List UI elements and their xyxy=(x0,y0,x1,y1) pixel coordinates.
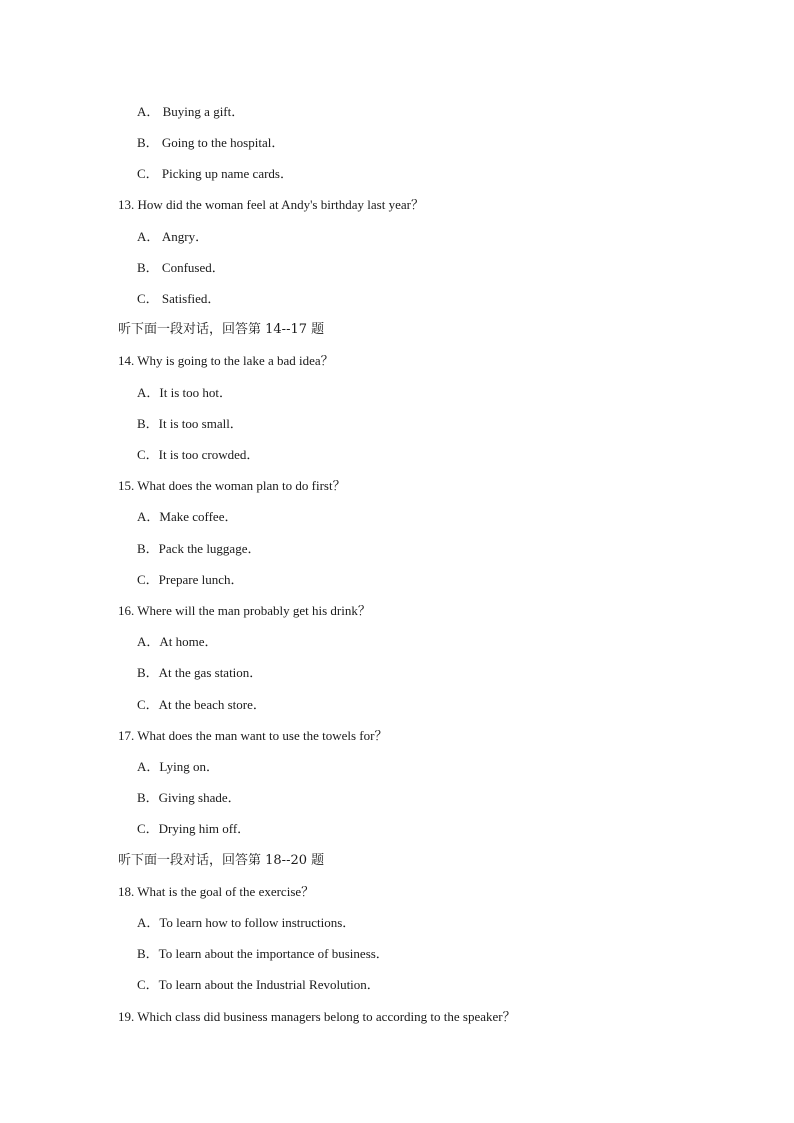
option-12a: A． Buying a gift． xyxy=(137,104,245,119)
question-16: 16. Where will the man probably get his drink？ xyxy=(118,603,371,618)
section-heading-18-20: 听下面一段对话，回答第 18--20 题 xyxy=(118,853,325,868)
question-14: 14. Why is going to the lake a bad idea？ xyxy=(118,353,334,368)
option-14a: A．It is too hot． xyxy=(137,385,232,400)
option-17b: B．Giving shade． xyxy=(137,790,241,805)
question-17: 17. What does the man want to use the towels for？ xyxy=(118,728,388,743)
option-17a: A．Lying on． xyxy=(137,759,219,774)
option-13c: C． Satisfied． xyxy=(137,291,221,306)
option-14c: C．It is too crowded． xyxy=(137,447,260,462)
option-13b: B． Confused． xyxy=(137,260,225,275)
option-16a: A．At home． xyxy=(137,634,218,649)
question-19: 19. Which class did business managers belong to according to the speaker？ xyxy=(118,1009,516,1024)
option-16b: B．At the gas station． xyxy=(137,665,263,680)
option-12c: C． Picking up name cards． xyxy=(137,166,293,181)
option-13a: A． Angry． xyxy=(137,229,209,244)
question-15: 15. What does the woman plan to do first？ xyxy=(118,478,346,493)
option-15b: B．Pack the luggage． xyxy=(137,541,261,556)
option-18c: C．To learn about the Industrial Revolution． xyxy=(137,977,380,992)
question-13: 13. How did the woman feel at Andy's birthday last year？ xyxy=(118,197,424,212)
option-12b: B． Going to the hospital． xyxy=(137,135,285,150)
option-18b: B．To learn about the importance of business． xyxy=(137,946,389,961)
section-heading-14-17: 听下面一段对话，回答第 14--17 题 xyxy=(118,322,325,337)
option-18a: A．To learn how to follow instructions． xyxy=(137,915,356,930)
option-17c: C．Drying him off． xyxy=(137,821,251,836)
option-16c: C．At the beach store． xyxy=(137,697,266,712)
option-14b: B．It is too small． xyxy=(137,416,243,431)
question-18: 18. What is the goal of the exercise？ xyxy=(118,884,315,899)
option-15a: A．Make coffee． xyxy=(137,509,238,524)
option-15c: C．Prepare lunch． xyxy=(137,572,244,587)
